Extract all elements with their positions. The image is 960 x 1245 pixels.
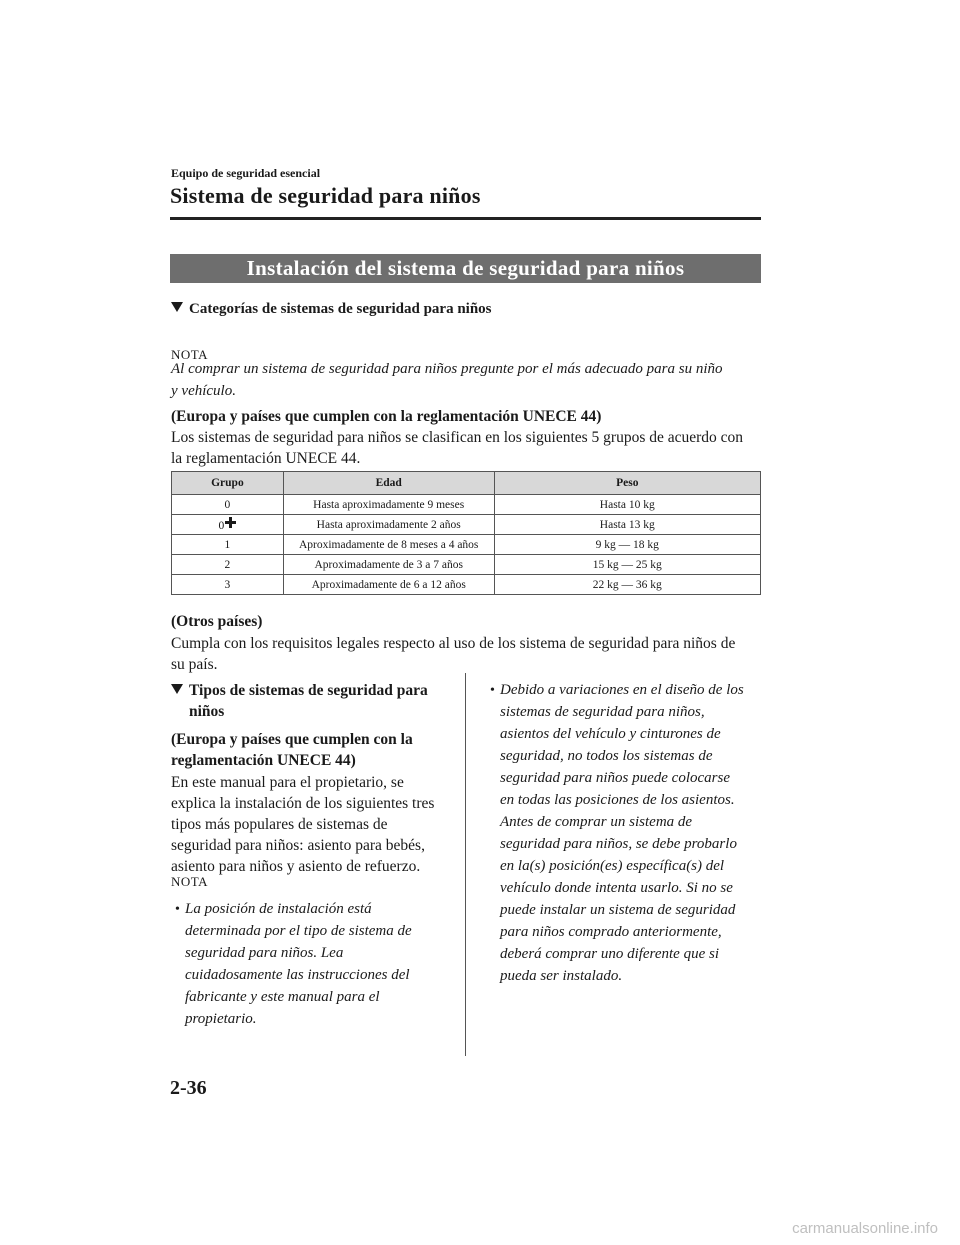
cell-peso: 15 kg ― 25 kg — [494, 555, 760, 575]
europa-heading: (Europa y países que cumplen con la reglamentación UNECE 44) — [171, 408, 602, 425]
cell-peso: Hasta 10 kg — [494, 495, 760, 515]
cell-edad: Aproximadamente de 8 meses a 4 años — [283, 535, 494, 555]
table-row — [172, 535, 761, 555]
otros-text: Cumpla con los requisitos legales respecto al uso de los sistema de seguridad para niños de su país. — [171, 635, 736, 673]
banner-heading: Instalación del sistema de seguridad para niños — [170, 254, 761, 283]
otros-heading: (Otros países) — [171, 613, 263, 630]
cell-edad: Aproximadamente de 6 a 12 años — [283, 575, 494, 595]
section-kicker: Equipo de seguridad esencial — [171, 166, 321, 180]
nota-bullet-2: Debido a variaciones en el diseño de los sistemas de seguridad para niños, asientos del vehículo y cinturones de seguridad, no todos los sistemas de seguridad para niños puede colocarse en todas las posiciones de los asientos. Antes de comprar un sistema de seguridad para niños, se debe probarlo en la(s) posición(es) específica(s) del vehículo donde intenta usarlo. Si no se puede instalar un sistema de seguridad para niños comprado anteriormente, deberá comprar uno diferente que si pueda ser instalado. — [500, 682, 744, 984]
table-header-row — [172, 472, 761, 495]
triangle-down-icon — [171, 684, 183, 694]
categorias-heading: Categorías de sistemas de seguridad para niños — [171, 301, 492, 318]
th-grupo: Grupo — [172, 472, 284, 495]
nota-text-1: Al comprar un sistema de seguridad para niños pregunte por el más adecuado para su niño y vehículo. — [171, 361, 723, 399]
section-title: Sistema de seguridad para niños — [170, 183, 481, 208]
tipos-europa-heading: (Europa y países que cumplen con la reglamentación UNECE 44) — [171, 731, 413, 769]
cell-grupo: 0 — [172, 515, 284, 535]
grupos-table — [171, 471, 761, 595]
cell-edad: Aproximadamente de 3 a 7 años — [283, 555, 494, 575]
cell-edad: Hasta aproximadamente 2 años — [283, 515, 494, 535]
cell-peso: 22 kg ― 36 kg — [494, 575, 760, 595]
europa-text: Los sistemas de seguridad para niños se clasifican en los siguientes 5 grupos de acuerdo con la reglamentación UNECE 44. — [171, 429, 744, 467]
column-divider — [465, 673, 466, 1056]
cell-grupo: 2 — [172, 555, 284, 575]
title-rule — [170, 217, 761, 220]
cell-peso: Hasta 13 kg — [494, 515, 760, 535]
nota-label-2: NOTA — [171, 874, 209, 889]
th-edad: Edad — [283, 472, 494, 495]
bullet-dot-icon: • — [490, 683, 495, 698]
page-number: 2-36 — [170, 1077, 207, 1099]
table-row — [172, 555, 761, 575]
footer-watermark: carmanualsonline.info — [792, 1220, 938, 1237]
tipos-heading: Tipos de sistemas de seguridad para niños — [171, 680, 428, 722]
table-row — [172, 515, 761, 535]
cell-grupo: 1 — [172, 535, 284, 555]
table-row — [172, 495, 761, 515]
bullet-dot-icon: • — [175, 902, 180, 917]
plus-icon — [225, 517, 236, 528]
cell-grupo: 0 — [172, 495, 284, 515]
triangle-down-icon — [171, 302, 183, 312]
nota-bullet-1: La posición de instalación está determinada por el tipo de sistema de seguridad para niños. Lea cuidadosamente las instrucciones del fabricante y este manual para el propietario. — [185, 901, 412, 1027]
cell-edad: Hasta aproximadamente 9 meses — [283, 495, 494, 515]
nota-label-1: NOTA — [171, 347, 209, 362]
th-peso: Peso — [494, 472, 760, 495]
tipos-body: En este manual para el propietario, se explica la instalación de los siguientes tres tipos más populares de sistemas de seguridad para niños: asiento para bebés, asiento para niños y asiento de refuerzo. — [171, 774, 435, 875]
table-row — [172, 575, 761, 595]
cell-peso: 9 kg ― 18 kg — [494, 535, 760, 555]
cell-grupo: 3 — [172, 575, 284, 595]
